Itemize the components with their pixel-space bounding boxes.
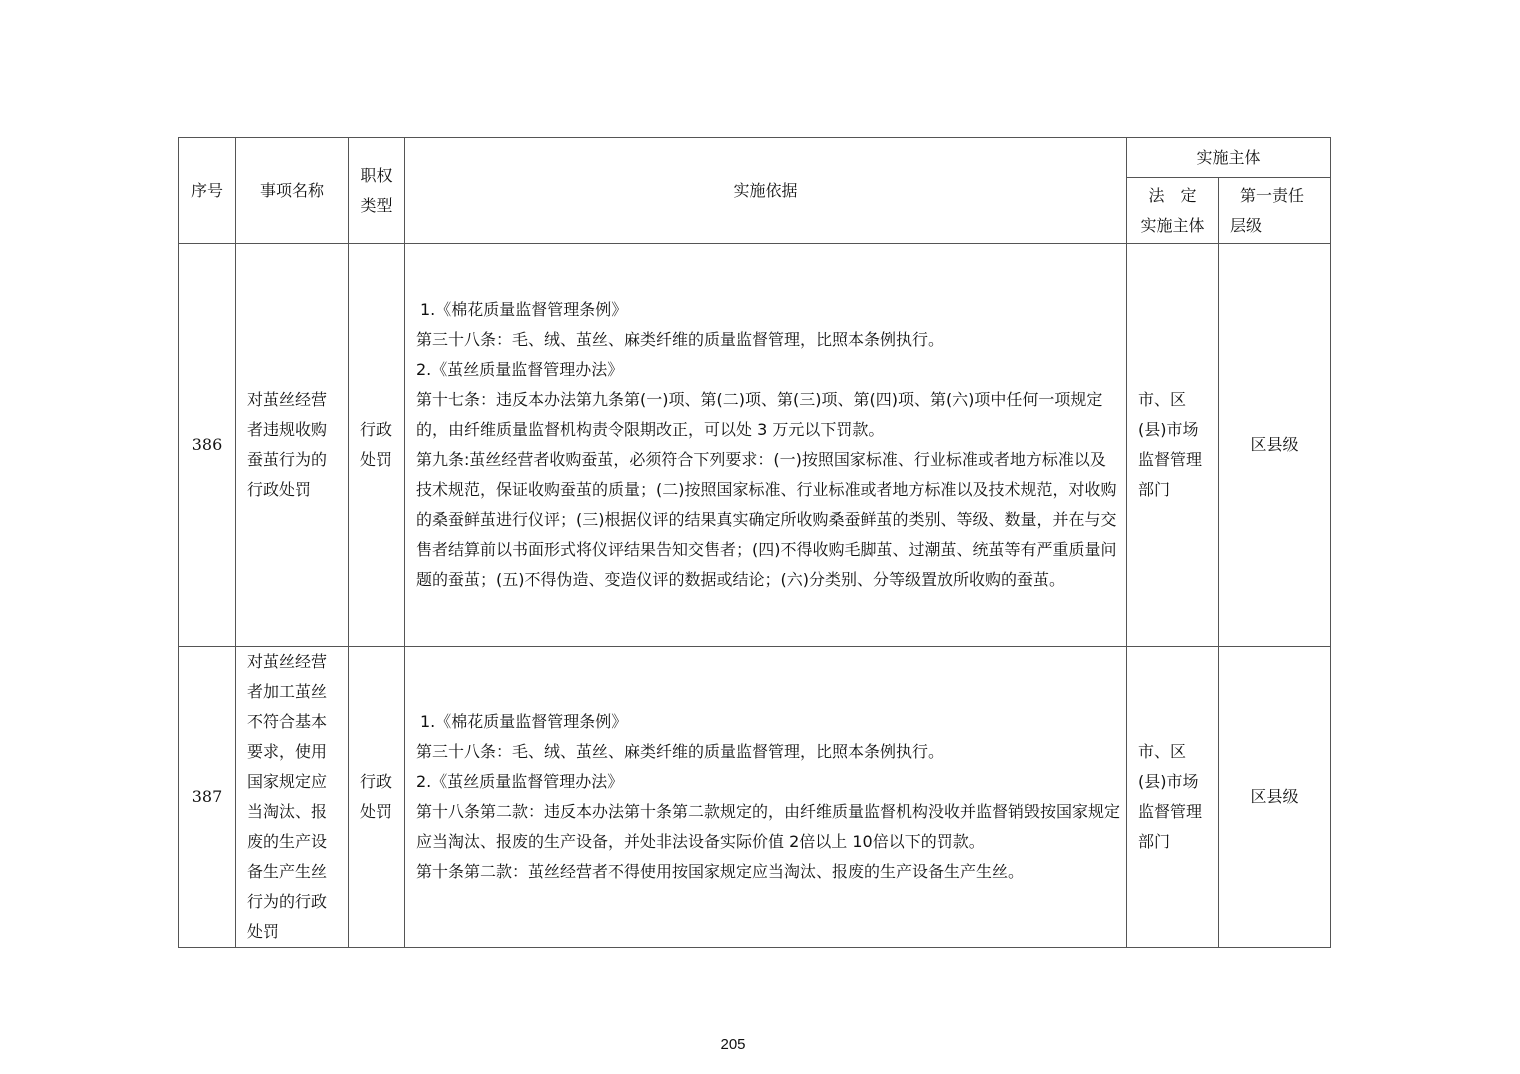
basis-law-title-1: 1.《棉花质量监督管理条例》 [420,712,628,731]
row-legal-subject: 市、区(县)市场监督管理部门 [1127,647,1219,948]
row-type: 行政处罚 [349,244,405,647]
basis-article: 第十八条第二款：违反本办法第十条第二款规定的，由纤维质量监督机构没收并监督销毁按国家规定应当淘汰、报废的生产设备，并处非法设备实际价值 2倍以上 10倍以下的罚款。 [416,802,1121,851]
row-level: 区县级 [1219,647,1331,948]
enforcement-table [178,137,1331,948]
basis-law-title-2: 2.《茧丝质量监督管理办法》 [416,360,624,379]
header-subject-group: 实施主体 [1127,138,1331,178]
row-legal-subject: 市、区(县)市场监督管理部门 [1127,244,1219,647]
row-basis [405,244,1127,647]
basis-law-title-2: 2.《茧丝质量监督管理办法》 [416,772,624,791]
header-level-line2: 层级 [1230,215,1263,235]
row-name: 对茧丝经营者违规收购蚕茧行为的行政处罚 [236,244,349,647]
header-type-line1: 职权 [360,165,393,185]
header-seq: 序号 [179,138,236,244]
basis-article: 第三十八条：毛、绒、茧丝、麻类纤维的质量监督管理，比照本条例执行。 [416,742,945,761]
basis-article: 第九条:茧丝经营者收购蚕茧，必须符合下列要求：(一)按照国家标准、行业标准或者地方标准以及技术规范，保证收购蚕茧的质量；(二)按照国家标准、行业标准或者地方标准以及技术规范，对收购的桑蚕鲜茧进行仪评；(三)根据仪评的结果真实确定所收购桑蚕鲜茧的类别、等级、数量，并在与交售者结算前以书面形式将仪评结果告知交售者；(四)不得收购毛脚茧、过潮茧、统茧等有严重质量问题的蚕茧；(五)不得伪造、变造仪评的数据或结论；(六)分类别、分等级置放所收购的蚕茧。 [416,450,1117,589]
header-legal-line1: 法 定 [1148,185,1197,205]
header-level [1219,178,1331,244]
row-basis [405,647,1127,948]
row-seq: 386 [179,244,236,647]
page-number: 205 [720,1036,746,1053]
header-type [349,138,405,244]
header-level-line1: 第一责任 [1240,185,1305,205]
basis-article: 第三十八条：毛、绒、茧丝、麻类纤维的质量监督管理，比照本条例执行。 [416,330,945,349]
header-type-line2: 类型 [360,195,393,215]
row-seq: 387 [179,647,236,948]
header-legal-subject [1127,178,1219,244]
header-name: 事项名称 [236,138,349,244]
basis-article: 第十七条：违反本办法第九条第(一)项、第(二)项、第(三)项、第(四)项、第(六)项中任何一项规定的，由纤维质量监督机构责令限期改正，可以处 3 万元以下罚款。 [416,390,1103,439]
row-type: 行政处罚 [349,647,405,948]
header-legal-line2: 实施主体 [1140,215,1205,235]
basis-law-title-1: 1.《棉花质量监督管理条例》 [420,300,628,319]
header-row-1 [179,138,1331,178]
basis-article: 第十条第二款：茧丝经营者不得使用按国家规定应当淘汰、报废的生产设备生产生丝。 [416,862,1025,881]
table-row [179,647,1331,948]
table-row [179,244,1331,647]
header-basis: 实施依据 [405,138,1127,244]
row-name: 对茧丝经营者加工茧丝不符合基本要求，使用国家规定应当淘汰、报废的生产设备生产生丝行为的行政处罚 [236,647,349,948]
row-level: 区县级 [1219,244,1331,647]
